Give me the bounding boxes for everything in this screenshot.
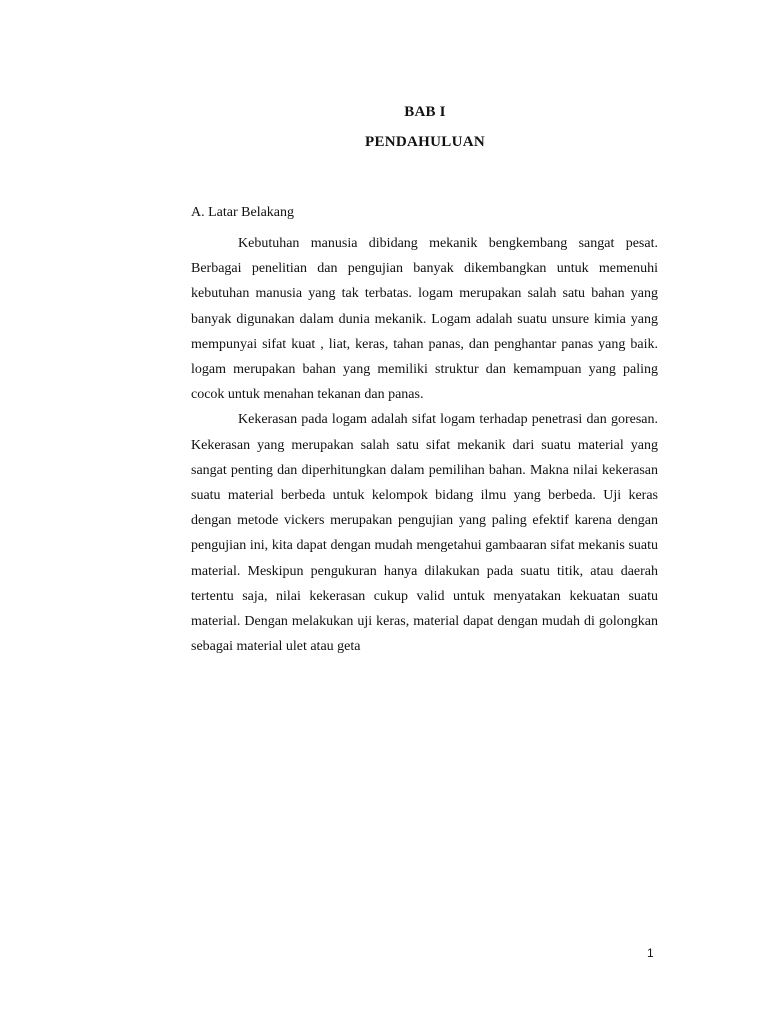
chapter-title: PENDAHULUAN xyxy=(365,134,485,150)
section-heading: A. Latar Belakang xyxy=(191,205,295,220)
page-number: 1 xyxy=(647,946,654,960)
paragraph-1: Kebutuhan manusia dibidang mekanik bengkembang sangat pesat. Berbagai penelitian dan pengujian banyak dikembangkan untuk memenuhi kebutuhan manusia yang tak terbatas. logam merupakan salah satu bahan yang banyak digunakan dalam dunia mekanik. Logam adalah suatu unsure kimia yang mempunyai sifat kuat , liat, keras, tahan panas, dan penghantar panas yang baik. logam merupakan bahan yang memiliki struktur dan kemampuan yang paling cocok untuk menahan tekanan dan panas. xyxy=(191,236,658,403)
paragraph-2: Kekerasan pada logam adalah sifat logam terhadap penetrasi dan goresan. Kekerasan yang merupakan salah satu sifat mekanik dari suatu material yang sangat penting dan diperhitungkan dalam pemilihan bahan. Makna nilai kekerasan suatu material berbeda untuk kelompok bidang ilmu yang berbeda. Uji keras dengan metode vickers merupakan pengujian yang paling efektif karena dengan pengujian ini, kita dapat dengan mudah mengetahui gambaaran sifat mekanis suatu material. Meskipun pengukuran hanya dilakukan pada suatu titik, atau daerah tertentu saja, nilai kekerasan cukup valid untuk menyatakan kekuatan suatu material. Dengan melakukan uji keras, material dapat dengan mudah di golongkan sebagai material ulet atau geta xyxy=(191,412,658,655)
body-text xyxy=(191,231,658,659)
chapter-number: BAB I xyxy=(404,104,446,120)
